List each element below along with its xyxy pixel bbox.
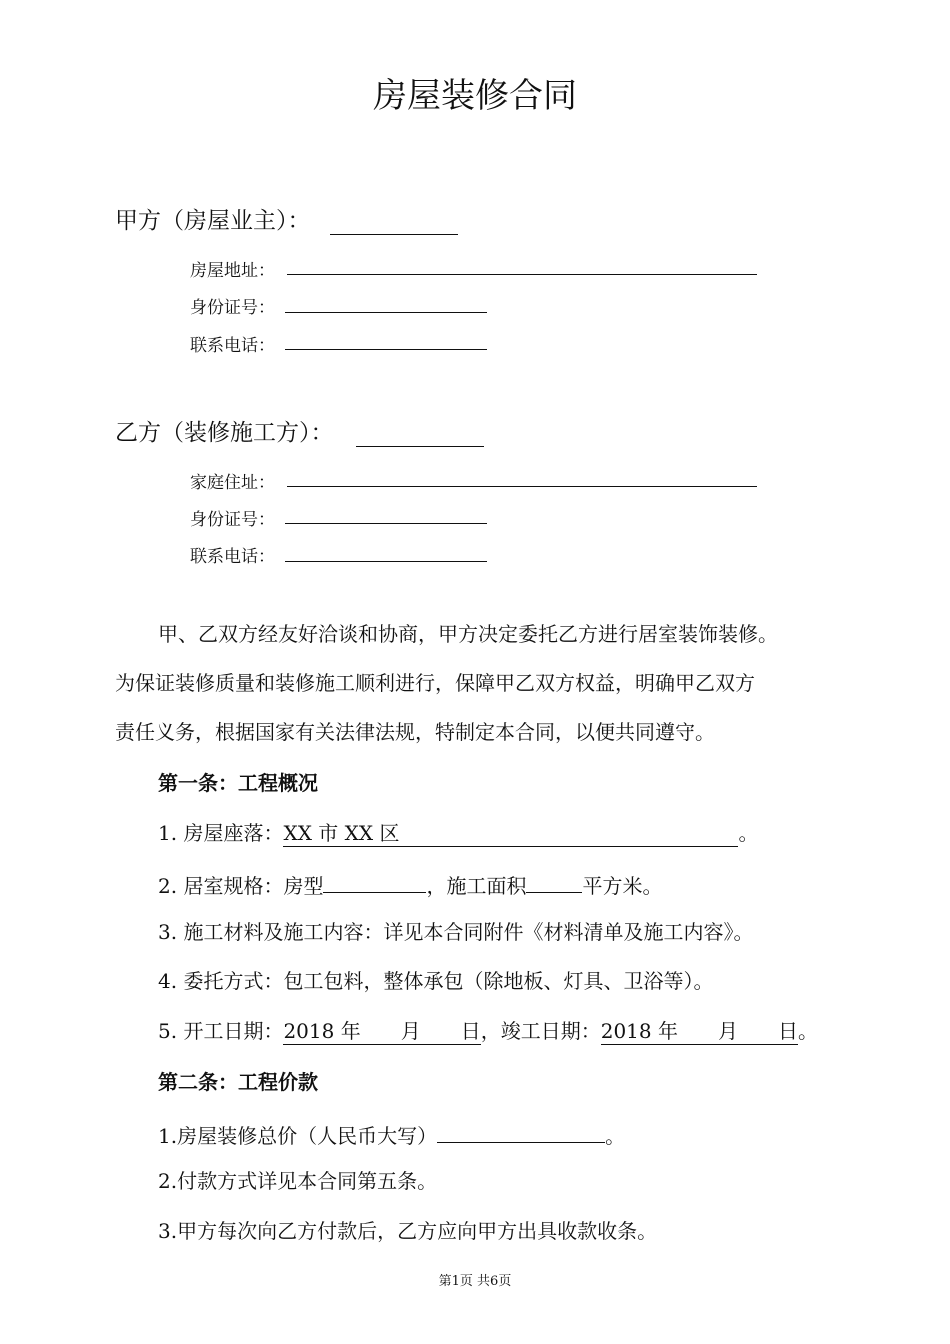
intro-line-2: 为保证装修质量和装修施工顺利进行，保障甲乙双方权益，明确甲乙双方 xyxy=(115,671,755,695)
item-1-end: 。 xyxy=(738,821,759,845)
article-1-item-3: 3. 施工材料及施工内容：详见本合同附件《材料清单及施工内容》。 xyxy=(158,920,754,944)
party-b-address-label: 家庭住址： xyxy=(190,473,275,493)
article-2-item-2: 2.付款方式详见本合同第五条。 xyxy=(158,1169,438,1193)
party-a-heading: 甲方（房屋业主）： xyxy=(115,208,311,234)
article-2-heading: 第二条：工程价款 xyxy=(158,1070,318,1094)
party-b-id-blank xyxy=(285,523,487,524)
item-5-label: 5. 开工日期： xyxy=(158,1019,284,1043)
party-b-heading: 乙方（装修施工方）： xyxy=(115,420,334,446)
party-a-address-blank xyxy=(287,274,757,275)
article-1-item-5 xyxy=(158,1015,818,1045)
article-1-item-4: 4. 委托方式：包工包料，整体承包（除地板、灯具、卫浴等）。 xyxy=(158,969,714,993)
party-b-address-blank xyxy=(287,486,757,487)
party-a-id-label: 身份证号： xyxy=(190,298,275,318)
total-price-blank xyxy=(437,1116,605,1143)
article-1-item-2 xyxy=(158,866,662,899)
item-2-mid: ，施工面积 xyxy=(426,874,527,898)
intro-line-3: 责任义务，根据国家有关法律法规，特制定本合同，以便共同遵守。 xyxy=(115,720,715,744)
party-a-phone-blank xyxy=(285,349,487,350)
party-a-name-blank xyxy=(330,234,458,235)
article-2-item-1-end: 。 xyxy=(605,1124,626,1148)
article-2-item-1 xyxy=(158,1116,625,1149)
end-date-field: 2018 年 月 日 xyxy=(601,1015,798,1045)
party-b-id-label: 身份证号： xyxy=(190,510,275,530)
page-footer: 第1页 共6页 xyxy=(438,1274,512,1289)
article-2-item-1-label: 1.房屋装修总价（人民币大写） xyxy=(158,1124,438,1148)
start-date-field: 2018 年 月 日 xyxy=(283,1015,480,1045)
item-2-end: 平方米。 xyxy=(582,874,663,898)
location-field: XX 市 XX 区 xyxy=(283,817,738,847)
item-1-label: 1. 房屋座落： xyxy=(158,821,284,845)
item-2-label: 2. 居室规格：房型 xyxy=(158,874,324,898)
area-blank xyxy=(526,866,582,893)
article-1-item-1 xyxy=(158,817,758,847)
article-2-item-3: 3.甲方每次向乙方付款后，乙方应向甲方出具收款收条。 xyxy=(158,1219,658,1243)
party-a-address-label: 房屋地址： xyxy=(190,261,275,281)
article-1-heading: 第一条：工程概况 xyxy=(158,771,318,795)
item-5-mid: ，竣工日期： xyxy=(480,1019,601,1043)
party-b-name-blank xyxy=(356,446,484,447)
party-a-id-blank xyxy=(285,312,487,313)
intro-line-1: 甲、乙双方经友好洽谈和协商，甲方决定委托乙方进行居室装饰装修。 xyxy=(158,622,778,646)
room-type-blank xyxy=(323,866,426,893)
item-5-end: 。 xyxy=(797,1019,818,1043)
party-a-phone-label: 联系电话： xyxy=(190,336,275,356)
party-b-phone-label: 联系电话： xyxy=(190,547,275,567)
party-b-phone-blank xyxy=(285,561,487,562)
document-title: 房屋装修合同 xyxy=(373,76,577,116)
